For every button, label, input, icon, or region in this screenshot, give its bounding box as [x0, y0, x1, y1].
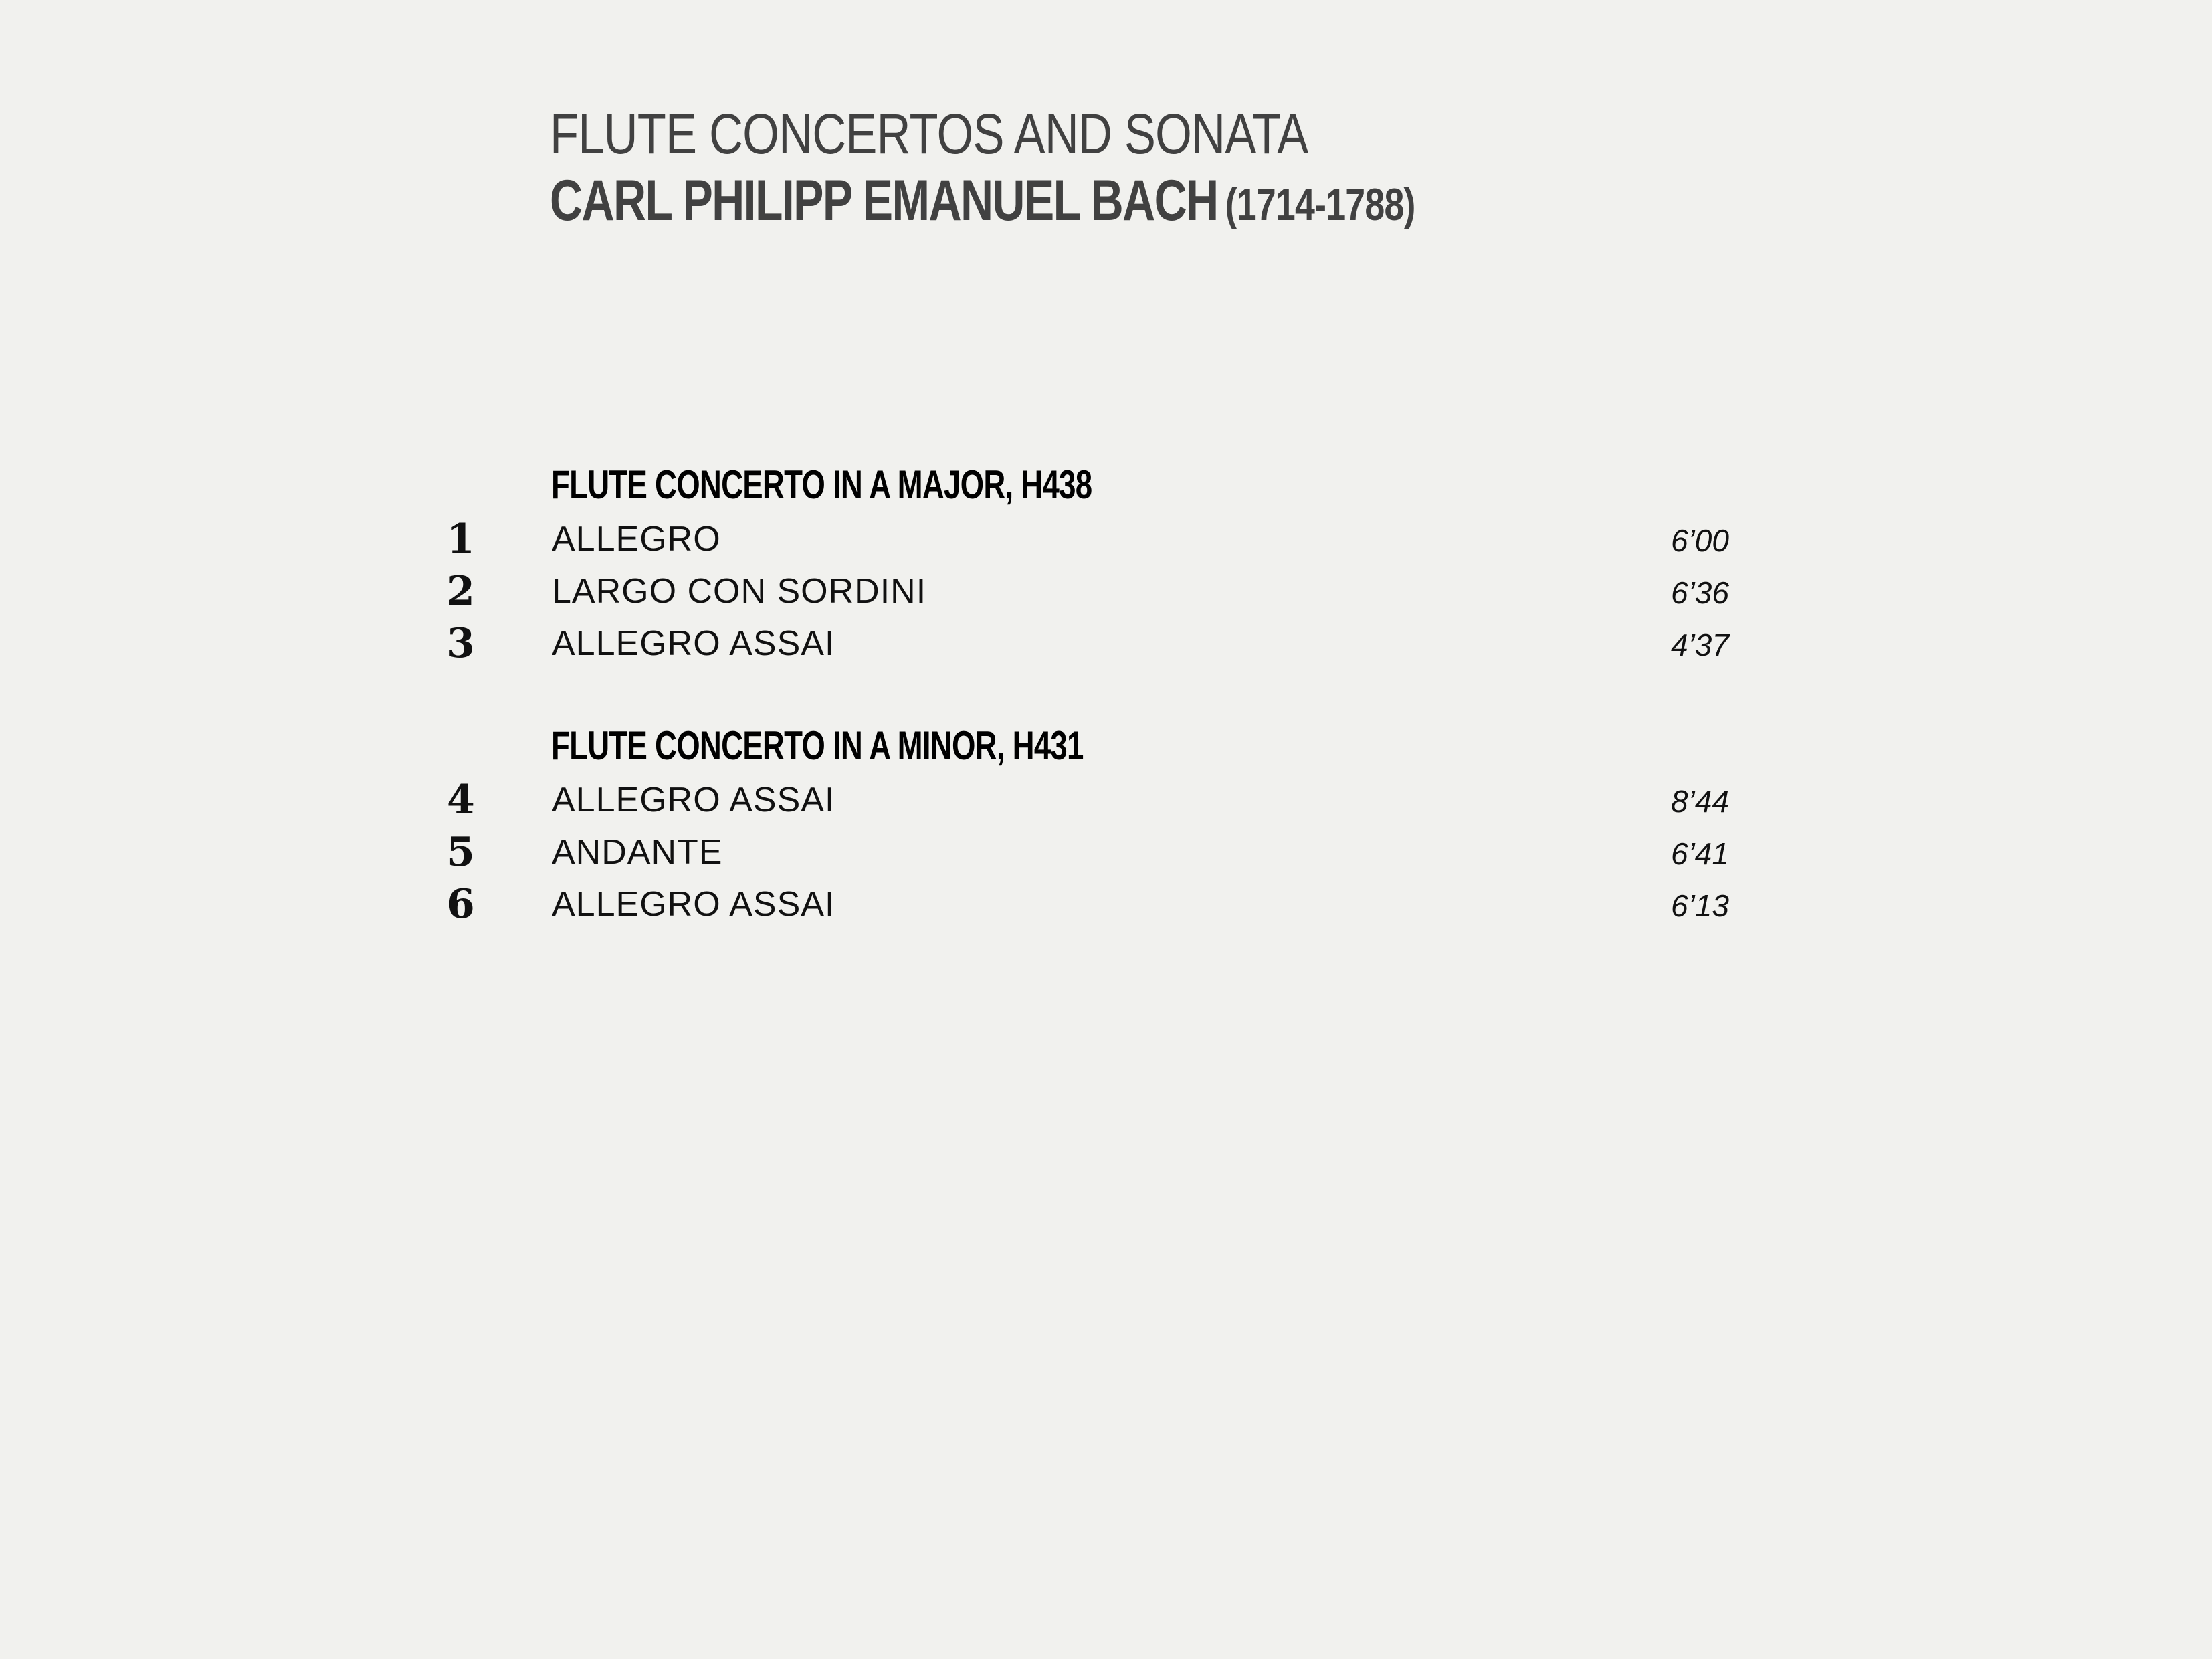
- track-duration: 6’13: [1671, 888, 1729, 923]
- track-duration: 4’37: [1671, 627, 1729, 662]
- track-duration: 6’36: [1671, 575, 1729, 610]
- track-title: LARGO CON SORDINI: [552, 572, 927, 611]
- track-number: 2: [447, 568, 475, 615]
- track-row: [0, 774, 2212, 826]
- track-row: [0, 617, 2212, 670]
- album-header: [550, 100, 1888, 251]
- album-title: FLUTE CONCERTOS AND SONATA: [550, 102, 1308, 165]
- track-row: [0, 878, 2212, 931]
- work-title: FLUTE CONCERTO IN A MAJOR, H438: [551, 462, 1092, 507]
- track-row: [0, 513, 2212, 565]
- track-title: ALLEGRO ASSAI: [552, 885, 835, 924]
- track-title: ALLEGRO ASSAI: [552, 624, 835, 663]
- track-title: ANDANTE: [552, 833, 723, 872]
- track-number: 5: [447, 829, 475, 876]
- track-row: [0, 565, 2212, 617]
- composer-line: [550, 167, 1607, 251]
- track-title: ALLEGRO: [552, 520, 721, 559]
- work-title: FLUTE CONCERTO IN A MINOR, H431: [551, 723, 1084, 768]
- track-row: [0, 826, 2212, 878]
- track-number: 4: [447, 777, 475, 823]
- track-duration: 8’44: [1671, 784, 1729, 819]
- track-duration: 6’41: [1671, 836, 1729, 871]
- composer-name: CARL PHILIPP EMANUEL BACH: [550, 169, 1218, 233]
- composer-dates: (1714-1788): [1225, 179, 1415, 230]
- track-number: 1: [447, 516, 475, 563]
- track-title: ALLEGRO ASSAI: [552, 781, 835, 819]
- track-number: 3: [447, 620, 475, 667]
- track-duration: 6’00: [1671, 523, 1729, 558]
- track-number: 6: [447, 881, 475, 928]
